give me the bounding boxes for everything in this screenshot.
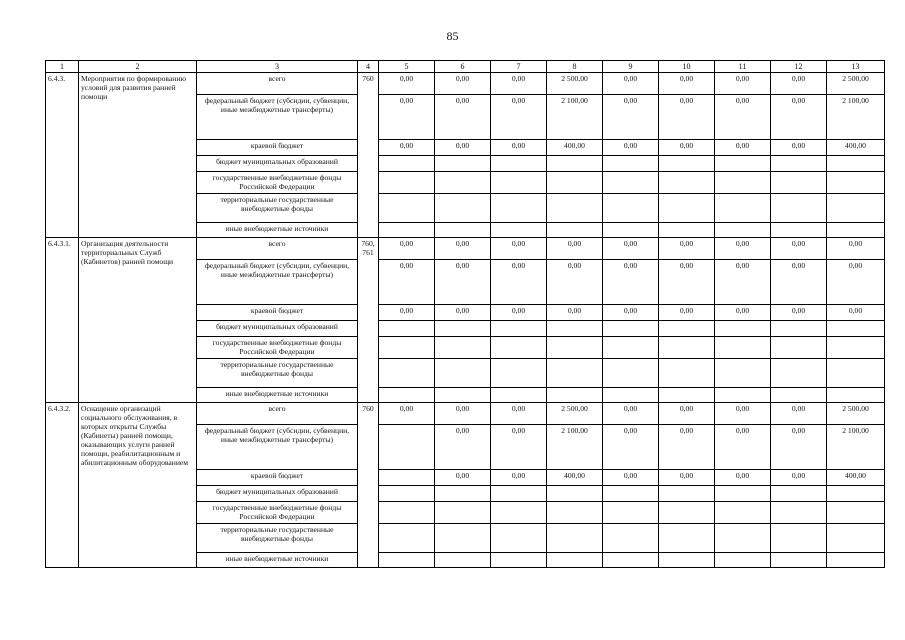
- value-cell: 0,00: [603, 305, 659, 321]
- value-cell: 2 500,00: [547, 403, 603, 425]
- value-cell: [379, 553, 435, 568]
- budget-code: 760: [358, 403, 379, 568]
- value-cell: 0,00: [715, 238, 771, 260]
- value-cell: [827, 553, 885, 568]
- section-code: 6.4.3.2.: [46, 403, 79, 568]
- value-cell: [771, 194, 827, 223]
- funding-source: всего: [197, 73, 358, 95]
- value-cell: [547, 388, 603, 403]
- value-cell: 0,00: [771, 95, 827, 140]
- value-cell: [491, 172, 547, 194]
- value-cell: [715, 388, 771, 403]
- value-cell: [491, 553, 547, 568]
- value-cell: 400,00: [827, 470, 885, 486]
- value-cell: 0,00: [435, 425, 491, 470]
- funding-source: всего: [197, 403, 358, 425]
- value-cell: 0,00: [491, 260, 547, 305]
- header-cell: 5: [379, 61, 435, 73]
- funding-source: краевой бюджет: [197, 470, 358, 486]
- section-name: Организация деятельности территориальных Служб (Кабинетов) ранней помощи: [79, 238, 197, 403]
- value-cell: 0,00: [715, 425, 771, 470]
- value-cell: [827, 223, 885, 238]
- value-cell: [827, 172, 885, 194]
- value-cell: [491, 359, 547, 388]
- value-cell: 0,00: [659, 95, 715, 140]
- value-cell: [435, 388, 491, 403]
- value-cell: 400,00: [827, 140, 885, 156]
- value-cell: 0,00: [771, 425, 827, 470]
- value-cell: [435, 156, 491, 172]
- value-cell: [771, 359, 827, 388]
- header-cell: 6: [435, 61, 491, 73]
- value-cell: [379, 194, 435, 223]
- value-cell: 0,00: [379, 73, 435, 95]
- funding-source: бюджет муниципальных образований: [197, 156, 358, 172]
- value-cell: 0,00: [491, 73, 547, 95]
- value-cell: [659, 486, 715, 502]
- funding-source: бюджет муниципальных образований: [197, 486, 358, 502]
- table-row: [46, 73, 885, 95]
- value-cell: [379, 321, 435, 337]
- value-cell: [435, 194, 491, 223]
- value-cell: [715, 359, 771, 388]
- value-cell: [435, 524, 491, 553]
- value-cell: 2 100,00: [827, 95, 885, 140]
- header-cell: 1: [46, 61, 79, 73]
- value-cell: [603, 388, 659, 403]
- value-cell: 0,00: [435, 95, 491, 140]
- value-cell: [547, 502, 603, 524]
- value-cell: [491, 223, 547, 238]
- value-cell: 0,00: [771, 470, 827, 486]
- value-cell: [715, 524, 771, 553]
- value-cell: [771, 388, 827, 403]
- value-cell: 0,00: [435, 403, 491, 425]
- value-cell: [603, 359, 659, 388]
- value-cell: [715, 321, 771, 337]
- value-cell: [603, 524, 659, 553]
- value-cell: [659, 502, 715, 524]
- value-cell: [435, 486, 491, 502]
- value-cell: [771, 223, 827, 238]
- value-cell: 0,00: [771, 403, 827, 425]
- value-cell: [547, 524, 603, 553]
- funding-source: иные внебюджетные источники: [197, 388, 358, 403]
- value-cell: [771, 486, 827, 502]
- funding-source: иные внебюджетные источники: [197, 553, 358, 568]
- header-row: [46, 61, 885, 73]
- value-cell: 0,00: [715, 73, 771, 95]
- value-cell: [547, 337, 603, 359]
- value-cell: [827, 321, 885, 337]
- value-cell: [491, 388, 547, 403]
- value-cell: [547, 194, 603, 223]
- value-cell: [491, 486, 547, 502]
- value-cell: 0,00: [491, 403, 547, 425]
- value-cell: 0,00: [771, 73, 827, 95]
- value-cell: 0,00: [603, 425, 659, 470]
- value-cell: [771, 337, 827, 359]
- value-cell: 0,00: [379, 140, 435, 156]
- value-cell: 2 100,00: [827, 425, 885, 470]
- value-cell: 2 500,00: [547, 73, 603, 95]
- value-cell: 0,00: [715, 260, 771, 305]
- value-cell: [547, 553, 603, 568]
- value-cell: [379, 172, 435, 194]
- value-cell: [715, 553, 771, 568]
- value-cell: [547, 321, 603, 337]
- value-cell: [603, 156, 659, 172]
- value-cell: [771, 502, 827, 524]
- value-cell: 0,00: [379, 260, 435, 305]
- value-cell: [491, 321, 547, 337]
- header-cell: 7: [491, 61, 547, 73]
- header-cell: 9: [603, 61, 659, 73]
- value-cell: [491, 156, 547, 172]
- value-cell: [771, 553, 827, 568]
- value-cell: [715, 337, 771, 359]
- table-row: [46, 238, 885, 260]
- header-cell: 3: [197, 61, 358, 73]
- value-cell: 0,00: [827, 260, 885, 305]
- value-cell: [491, 502, 547, 524]
- value-cell: [379, 359, 435, 388]
- value-cell: [659, 223, 715, 238]
- funding-source: федеральный бюджет (субсидии, субвенции, иные межбюджетные трансферты): [197, 95, 358, 140]
- value-cell: 0,00: [379, 95, 435, 140]
- value-cell: 0,00: [771, 260, 827, 305]
- funding-source: краевой бюджет: [197, 140, 358, 156]
- value-cell: [771, 524, 827, 553]
- value-cell: 0,00: [435, 140, 491, 156]
- value-cell: [715, 502, 771, 524]
- section-code: 6.4.3.1.: [46, 238, 79, 403]
- value-cell: 0,00: [547, 305, 603, 321]
- value-cell: 0,00: [659, 260, 715, 305]
- value-cell: 0,00: [659, 470, 715, 486]
- value-cell: [659, 156, 715, 172]
- budget-code: 760: [358, 73, 379, 238]
- value-cell: 0,00: [715, 305, 771, 321]
- value-cell: [603, 486, 659, 502]
- value-cell: [659, 524, 715, 553]
- value-cell: [547, 156, 603, 172]
- value-cell: [827, 194, 885, 223]
- value-cell: [603, 172, 659, 194]
- value-cell: 0,00: [435, 260, 491, 305]
- value-cell: 0,00: [603, 470, 659, 486]
- value-cell: [379, 223, 435, 238]
- funding-source: государственные внебюджетные фонды Российской Федерации: [197, 337, 358, 359]
- value-cell: 0,00: [827, 305, 885, 321]
- value-cell: 0,00: [491, 140, 547, 156]
- value-cell: [827, 524, 885, 553]
- value-cell: 0,00: [491, 95, 547, 140]
- value-cell: [547, 223, 603, 238]
- value-cell: 0,00: [435, 238, 491, 260]
- value-cell: 0,00: [603, 140, 659, 156]
- value-cell: [435, 337, 491, 359]
- header-cell: 13: [827, 61, 885, 73]
- value-cell: [603, 223, 659, 238]
- value-cell: [715, 172, 771, 194]
- header-cell: 8: [547, 61, 603, 73]
- funding-source: краевой бюджет: [197, 305, 358, 321]
- value-cell: 400,00: [547, 140, 603, 156]
- value-cell: [827, 388, 885, 403]
- value-cell: 0,00: [659, 305, 715, 321]
- value-cell: [603, 194, 659, 223]
- funding-source: территориальные государственные внебюджетные фонды: [197, 194, 358, 223]
- value-cell: [659, 388, 715, 403]
- value-cell: 2 100,00: [547, 95, 603, 140]
- value-cell: 0,00: [379, 238, 435, 260]
- value-cell: [715, 194, 771, 223]
- value-cell: 0,00: [659, 73, 715, 95]
- value-cell: [771, 172, 827, 194]
- value-cell: 0,00: [715, 470, 771, 486]
- value-cell: [379, 388, 435, 403]
- value-cell: [659, 321, 715, 337]
- value-cell: 0,00: [379, 305, 435, 321]
- value-cell: 0,00: [771, 238, 827, 260]
- value-cell: [659, 337, 715, 359]
- value-cell: [379, 470, 435, 486]
- value-cell: [547, 172, 603, 194]
- funding-source: территориальные государственные внебюджетные фонды: [197, 524, 358, 553]
- header-cell: 2: [79, 61, 197, 73]
- value-cell: 0,00: [715, 140, 771, 156]
- value-cell: [603, 337, 659, 359]
- header-cell: 10: [659, 61, 715, 73]
- header-cell: 12: [771, 61, 827, 73]
- header-cell: 4: [358, 61, 379, 73]
- value-cell: [715, 223, 771, 238]
- value-cell: 0,00: [659, 140, 715, 156]
- value-cell: [827, 337, 885, 359]
- funding-source: территориальные государственные внебюджетные фонды: [197, 359, 358, 388]
- value-cell: [603, 321, 659, 337]
- value-cell: 0,00: [659, 403, 715, 425]
- value-cell: [379, 425, 435, 470]
- budget-code: 760, 761: [358, 238, 379, 403]
- value-cell: [547, 359, 603, 388]
- value-cell: [827, 359, 885, 388]
- value-cell: 0,00: [771, 140, 827, 156]
- value-cell: 0,00: [603, 95, 659, 140]
- funding-source: государственные внебюджетные фонды Российской Федерации: [197, 172, 358, 194]
- value-cell: 400,00: [547, 470, 603, 486]
- value-cell: [379, 156, 435, 172]
- value-cell: [827, 486, 885, 502]
- value-cell: [379, 486, 435, 502]
- value-cell: [379, 337, 435, 359]
- value-cell: [435, 321, 491, 337]
- value-cell: 0,00: [603, 260, 659, 305]
- value-cell: [435, 172, 491, 194]
- funding-source: федеральный бюджет (субсидии, субвенции, иные межбюджетные трансферты): [197, 260, 358, 305]
- value-cell: [435, 553, 491, 568]
- value-cell: 0,00: [435, 73, 491, 95]
- page-number: 85: [446, 29, 459, 43]
- value-cell: 0,00: [547, 260, 603, 305]
- value-cell: 0,00: [603, 238, 659, 260]
- value-cell: 0,00: [603, 73, 659, 95]
- header-cell: 11: [715, 61, 771, 73]
- value-cell: 0,00: [603, 403, 659, 425]
- value-cell: 0,00: [435, 470, 491, 486]
- value-cell: [491, 337, 547, 359]
- value-cell: [435, 502, 491, 524]
- funding-source: всего: [197, 238, 358, 260]
- value-cell: [827, 156, 885, 172]
- section-code: 6.4.3.: [46, 73, 79, 238]
- value-cell: [379, 524, 435, 553]
- value-cell: 0,00: [715, 403, 771, 425]
- value-cell: [435, 223, 491, 238]
- section-name: Оснащение организаций социального обслуживания, в которых открыты Службы (Кабинеты) ранней помощи, оказывающих услуги ранней помощи, реабилитационным и абилитационным оборудованием: [79, 403, 197, 568]
- value-cell: [827, 502, 885, 524]
- value-cell: 2 500,00: [827, 403, 885, 425]
- value-cell: [435, 359, 491, 388]
- value-cell: [659, 359, 715, 388]
- value-cell: [715, 156, 771, 172]
- value-cell: [603, 553, 659, 568]
- value-cell: 0,00: [379, 403, 435, 425]
- value-cell: [659, 172, 715, 194]
- funding-source: федеральный бюджет (субсидии, субвенции, иные межбюджетные трансферты): [197, 425, 358, 470]
- value-cell: 0,00: [771, 305, 827, 321]
- value-cell: [771, 156, 827, 172]
- section-name: Мероприятия по формированию условий для развития ранней помощи: [79, 73, 197, 238]
- value-cell: [491, 194, 547, 223]
- value-cell: 0,00: [491, 238, 547, 260]
- funding-source: государственные внебюджетные фонды Российской Федерации: [197, 502, 358, 524]
- value-cell: 0,00: [547, 238, 603, 260]
- value-cell: [603, 502, 659, 524]
- value-cell: [379, 502, 435, 524]
- funding-source: иные внебюджетные источники: [197, 223, 358, 238]
- table-body: [46, 61, 885, 568]
- value-cell: 0,00: [435, 305, 491, 321]
- value-cell: 0,00: [715, 95, 771, 140]
- value-cell: [715, 486, 771, 502]
- value-cell: 0,00: [827, 238, 885, 260]
- value-cell: [491, 524, 547, 553]
- value-cell: [547, 486, 603, 502]
- value-cell: [771, 321, 827, 337]
- table-row: [46, 403, 885, 425]
- budget-table: [45, 60, 885, 568]
- value-cell: 0,00: [659, 425, 715, 470]
- value-cell: 2 500,00: [827, 73, 885, 95]
- value-cell: 0,00: [659, 238, 715, 260]
- funding-source: бюджет муниципальных образований: [197, 321, 358, 337]
- value-cell: 0,00: [491, 470, 547, 486]
- value-cell: [659, 553, 715, 568]
- value-cell: 0,00: [491, 425, 547, 470]
- value-cell: 0,00: [491, 305, 547, 321]
- value-cell: [659, 194, 715, 223]
- value-cell: 2 100,00: [547, 425, 603, 470]
